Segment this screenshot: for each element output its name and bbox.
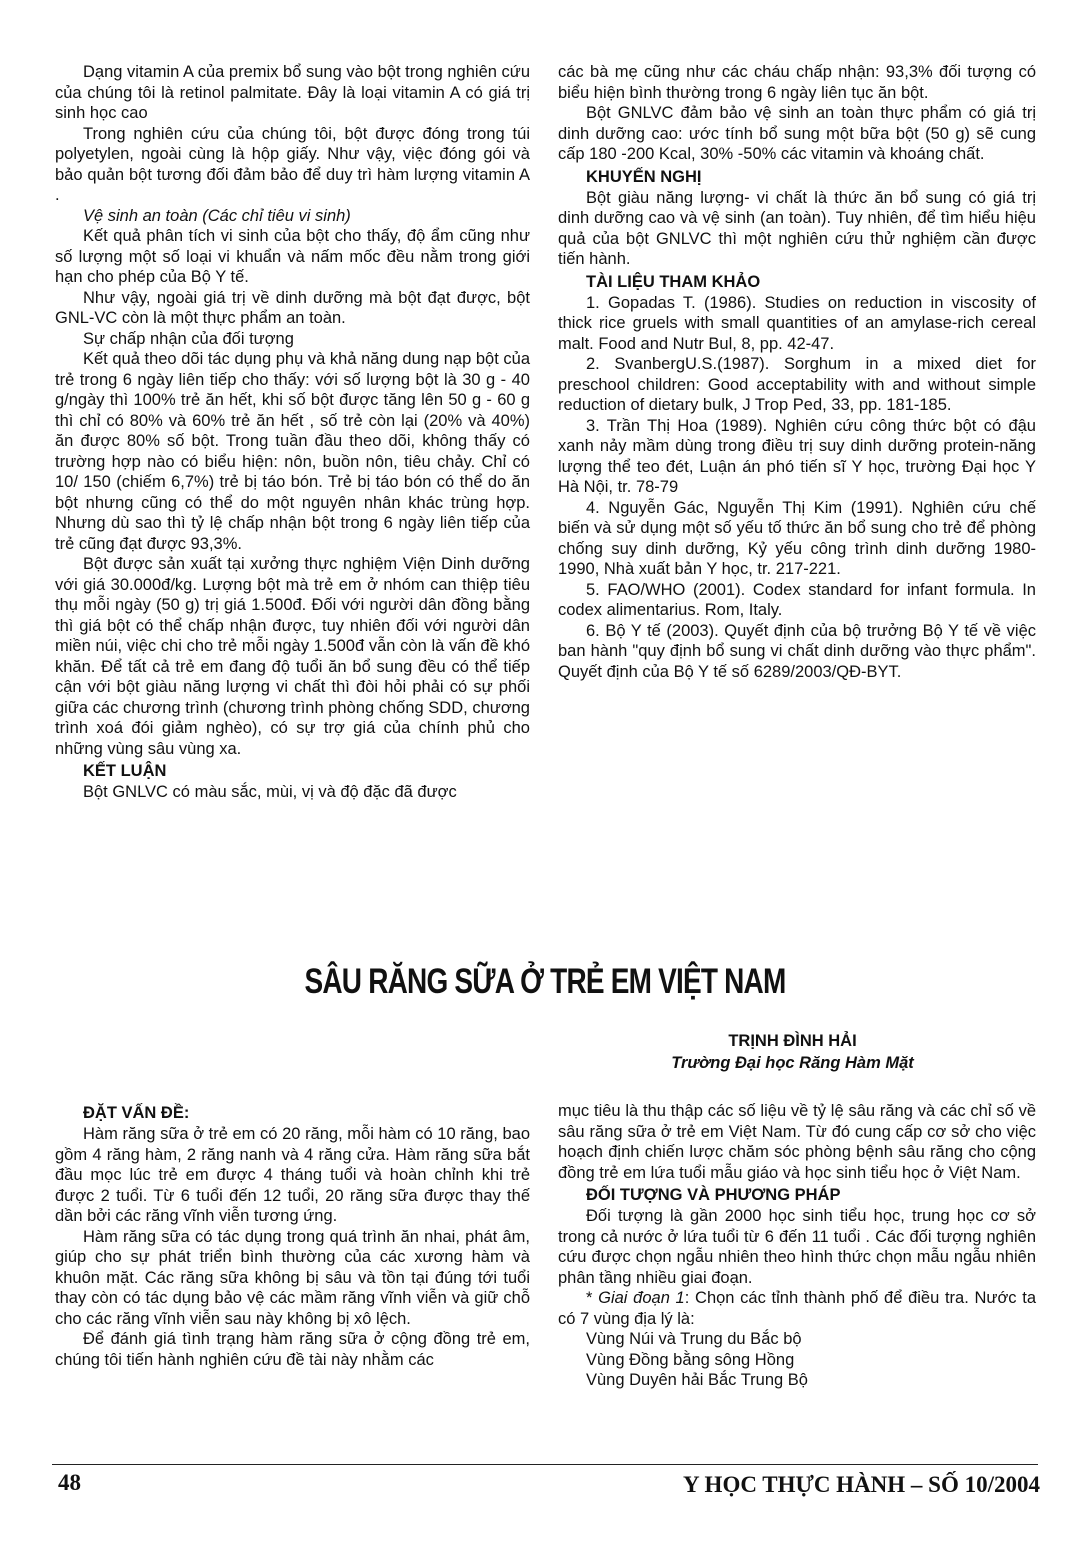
paragraph: Bột GNLVC có màu sắc, mùi, vị và độ đặc đã được	[83, 783, 457, 801]
article-title: SÂU RĂNG SỮA Ở TRẺ EM VIỆT NAM	[304, 962, 786, 1001]
author-block	[620, 1030, 965, 1074]
column-2	[558, 62, 1036, 682]
paragraph: Đối tượng là gần 2000 học sinh tiểu học, trung học cơ sở trong cả nước ở lứa tuổi từ 6 đến 11 tuổi . Các đối tượng nghiên cứu được chọn ngẫu nhiên theo hình thức chọn mẫu ngẫu nhiên phân tầng nhiều giai đoạn.	[558, 1207, 1036, 1287]
paragraph: Hàm răng sữa có tác dụng trong quá trình ăn nhai, phát âm, giúp cho sự phát triển bình thường của các xương hàm và khuôn mặt. Các răng sữa không bị sâu và tồn tại đúng tới tuổi thay còn có tác dụng bảo vệ các mầm răng vĩnh viễn và giữ chỗ cho các răng vĩnh viễn sau này không bị xô lệch.	[55, 1227, 530, 1328]
section-heading: KẾT LUẬN	[83, 762, 167, 780]
paragraph: Hàm răng sữa ở trẻ em có 20 răng, mỗi hàm có 10 răng, bao gồm 4 răng hàm, 2 răng nanh và 4 răng cửa. Hàm răng sữa bắt đầu mọc lúc trẻ em được 4 tháng tuổi và hoàn chỉnh khi trẻ được 2 tuổi. Từ 6 tuổi đến 12 tuổi, 20 răng sữa được thay thế dần bởi các răng vĩnh viễn tương ứng.	[55, 1125, 530, 1225]
subheading: Sự chấp nhận của đối tượng	[83, 329, 294, 348]
stage-text: : Chọn các tỉnh thành phố để điều tra. Nước ta có 7 vùng địa lý là:	[558, 1289, 1036, 1328]
section-heading: ĐẶT VẤN ĐỀ:	[83, 1104, 190, 1122]
list-item: Vùng Núi và Trung du Bắc bộ	[586, 1330, 802, 1348]
paragraph: Như vậy, ngoài giá trị về dinh dưỡng mà bột đạt được, bột GNL-VC còn là một thực phẩm an toàn.	[55, 288, 530, 327]
author-name: TRỊNH ĐÌNH HẢI	[728, 1032, 857, 1050]
stage-label: Giai đoạn 1	[598, 1289, 685, 1307]
paragraph: Bột GNLVC đảm bảo vệ sinh an toàn thực phẩm có giá trị dinh dưỡng cao: ước tính bổ sung một bữa bột (50 g) sẽ cung cấp 180 -200 Kcal, 30% -50% các vitamin và khoáng chất.	[558, 104, 1036, 163]
paragraph: Dạng vitamin A của premix bổ sung vào bột trong nghiên cứu của chúng tôi là retinol palmitate. Đây là loại vitamin A có giá trị sinh học cao	[55, 63, 530, 122]
list-item: Vùng Duyên hải Bắc Trung Bộ	[586, 1371, 808, 1389]
paragraph: Kết quả phân tích vi sinh của bột cho thấy, độ ẩm cũng như số lượng một số loại vi khuẩn và nấm mốc đều nằm trong giới hạn cho phép của Bộ Y tế.	[55, 227, 530, 286]
paragraph: Trong nghiên cứu của chúng tôi, bột được đóng trong túi polyetylen, ngoài cùng là hộp giấy. Như vậy, việc đóng gói và bảo quản bột tương đối đảm bảo để duy trì hàm lượng vitamin A .	[55, 124, 530, 204]
list-item: Vùng Đồng bằng sông Hồng	[586, 1350, 795, 1369]
column-1	[55, 62, 530, 803]
paragraph: Kết quả theo dõi tác dụng phụ và khả năng dung nạp bột của trẻ trong 6 ngày liên tiếp cho thấy: với số lượng bột là 30 g - 40 g/ngày thì 100% trẻ ăn hết, khi số bột được tăng lên 50 g - 60 g thì chỉ có 80% và 60% trẻ ăn hết , số trẻ còn lại (20% và 40%) ăn được 80% số bột. Trong tuần đầu theo dõi, không thấy có trường hợp nào có biểu hiện: nôn, buồn nôn, tiêu chảy. Chỉ có 10/ 150 (chiếm 6,7%) trẻ bị táo bón. Trẻ bị táo bón có thể do ăn bột nhưng cũng có thể do một nguyên nhân khác trùng hợp. Nhưng dù sao thì tỷ lệ chấp nhận bột trong 6 ngày liên tiếp của trẻ cũng đạt được 93,3%.	[55, 350, 530, 553]
paragraph: các bà mẹ cũng như các cháu chấp nhận: 93,3% đối tượng có biểu hiện bình thường trong 6 ngày liên tục ăn bột.	[558, 63, 1036, 102]
column-4	[558, 1101, 1036, 1391]
paragraph: Bột giàu năng lượng- vi chất là thức ăn bổ sung có giá trị dinh dưỡng cao và vệ sinh (an toàn). Tuy nhiên, để tìm hiểu hiệu quả của bột GNLVC thì một nghiên cứu thử nghiệm cần được tiến hành.	[558, 188, 1036, 268]
paragraph: mục tiêu là thu thập các số liệu về tỷ lệ sâu răng và các chỉ số về sâu răng sữa ở trẻ em Việt Nam. Từ đó cung cấp cơ sở cho việc hoạch định chiến lược chăm sóc phòng bệnh sâu răng cho cộng đồng trẻ em lứa tuổi mẫu giáo và học sinh tiểu học ở Việt Nam.	[558, 1102, 1036, 1182]
section-heading: ĐỐI TƯỢNG VÀ PHƯƠNG PHÁP	[586, 1186, 841, 1204]
page-number: 48	[58, 1470, 81, 1495]
reference-item: 5. FAO/WHO (2001). Codex standard for infant formula. In codex alimentarius. Rom, Italy.	[558, 580, 1036, 619]
paragraph: Bột được sản xuất tại xưởng thực nghiệm Viện Dinh dưỡng với giá 30.000đ/kg. Lượng bột mà trẻ em ở nhóm can thiệp tiêu thụ mỗi ngày (50 g) trị giá 1.500đ. Đối với người dân đồng bằng thì giá bột có thể chấp nhận được, tuy nhiên đối với người dân miền núi, việc chi cho trẻ mỗi ngày 1.500đ vẫn còn là vấn đề khó khăn. Để tất cả trẻ em đang độ tuổi ăn bổ sung đều có thể tiếp cận với bột giàu năng lượng vi chất thì đòi hỏi phải có sự phối giữa các chương trình (chương trình phòng chống SDD, chương trình xoá đói giảm nghèo), có sự trợ giá của chính phủ cho những vùng sâu vùng xa.	[55, 555, 530, 758]
reference-item: 4. Nguyễn Gác, Nguyễn Thị Kim (1991). Nghiên cứu chế biến và sử dụng một số yếu tố thức ăn bổ sung cho trẻ để phòng chống suy dinh dưỡng, Kỷ yếu công trình dinh dưỡng 1980-1990, Nhà xuất bản Y học, tr. 217-221.	[558, 498, 1036, 578]
author-affiliation: Trường Đại học Răng Hàm Mặt	[671, 1054, 914, 1072]
section-heading: TÀI LIỆU THAM KHẢO	[586, 272, 761, 291]
footer-rule	[52, 1464, 1038, 1465]
reference-item: 6. Bộ Y tế (2003). Quyết định của bộ trưởng Bộ Y tế về việc ban hành "quy định bổ sung vi chất dinh dưỡng vào thực phẩm". Quyết định của Bộ Y tế số 6289/2003/QĐ-BYT.	[558, 621, 1036, 681]
subheading: Vệ sinh an toàn (Các chỉ tiêu vi sinh)	[83, 206, 351, 225]
column-3	[55, 1101, 530, 1370]
reference-item: 1. Gopadas T. (1986). Studies on reduction in viscosity of thick rice gruels with small quantities of an amylase-rich cereal malt. Food and Nutr Bul, 8, pp. 42-47.	[558, 293, 1036, 353]
reference-item: 2. SvanbergU.S.(1987). Sorghum in a mixed diet for preschool children: Good acceptability with and without simple reduction of dietary bulk, J Trop Ped, 33, pp. 181-185.	[558, 355, 1036, 414]
journal-name: Y HỌC THỰC HÀNH – SỐ 10/2004	[683, 1472, 1040, 1497]
paragraph: * Giai đoạn 1: Chọn các tỉnh thành phố để điều tra. Nước ta có 7 vùng địa lý là:	[558, 1289, 1036, 1328]
section-heading: KHUYẾN NGHỊ	[586, 167, 702, 186]
paragraph: Để đánh giá tình trạng hàm răng sữa ở cộng đồng trẻ em, chúng tôi tiến hành nghiên cứu đề tài này nhằm các	[55, 1330, 530, 1369]
reference-item: 3. Trần Thị Hoa (1989). Nghiên cứu công thức bột có đậu xanh nảy mầm dùng trong điều trị suy dinh dưỡng protein-năng lượng thể teo đét, Luận án phó tiến sĩ Y học, trường Đại học Y Hà Nội, tr. 78-79	[558, 416, 1036, 496]
